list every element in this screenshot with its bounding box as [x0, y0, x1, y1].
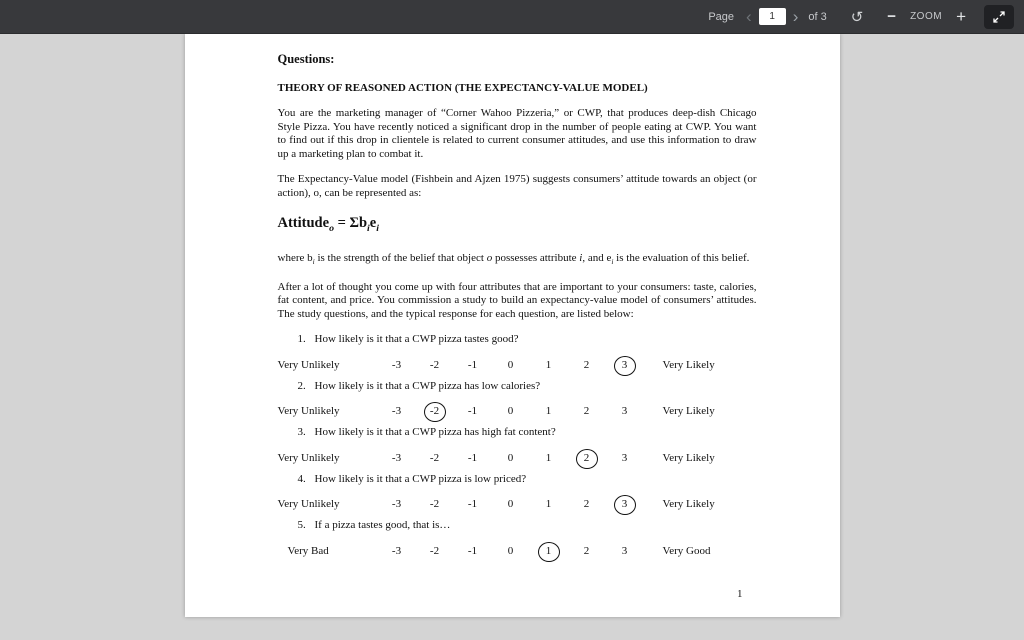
question-item [278, 519, 757, 562]
scale-left-label: Very Unlikely [277, 405, 340, 418]
scale-value: -2 [416, 405, 454, 419]
where-part: i [611, 257, 614, 267]
question-text: How likely is it that a CWP pizza has low calories? [314, 379, 541, 392]
scale-left-label: Very Unlikely [277, 498, 340, 511]
document-page-number: 1 [737, 587, 743, 600]
scale-right-label: Very Likely [662, 498, 715, 511]
scale-left-label: Very Unlikely [277, 451, 340, 464]
scale-value: 0 [507, 544, 514, 557]
question-line [278, 380, 757, 394]
scale-right-label: Very Likely [662, 451, 715, 464]
scale-value: 3 [606, 498, 644, 512]
next-page-button[interactable]: › [792, 7, 799, 26]
scale-value: 1 [545, 498, 552, 511]
question-line [278, 426, 757, 440]
scale-value: 1 [545, 405, 552, 418]
likert-scale-row [278, 402, 757, 422]
scale-value: 3 [621, 405, 628, 418]
question-number: 1. [297, 333, 306, 346]
scale-value: 2 [583, 498, 590, 511]
question-text: How likely is it that a CWP pizza is low priced? [314, 472, 527, 485]
scale-value: -1 [467, 544, 478, 557]
intro-paragraph: You are the marketing manager of “Corner Wahoo Pizzeria,” or CWP, that produces deep-dish Chicago Style Pizza. You have recently noticed a significant drop in the number of people eating at CWP. You want to find out if this drop in clientele is related to current consumer attitudes, and use this information to draw up a marketing plan to combat it. [277, 107, 757, 160]
questions-heading: Questions: [277, 52, 335, 66]
scale-value: -3 [391, 544, 402, 557]
question-text: How likely is it that a CWP pizza has high fat content? [314, 426, 556, 439]
expand-arrows-icon [993, 11, 1005, 23]
previous-page-button[interactable]: ‹ [746, 7, 752, 26]
page-label: Page [708, 10, 735, 23]
formula-part: Attitude [277, 215, 330, 231]
scale-value: 3 [621, 544, 628, 557]
likert-scale-row [278, 542, 757, 562]
formula-part: e [369, 215, 377, 231]
likert-scale-row [278, 356, 757, 376]
question-item [278, 426, 757, 469]
question-line [278, 473, 757, 487]
scale-right-label: Very Likely [662, 358, 715, 371]
question-item [278, 473, 757, 516]
document-page [185, 34, 840, 617]
question-line [278, 333, 757, 347]
scale-value: 0 [507, 498, 514, 511]
formula-part: o [329, 222, 334, 234]
where-part: i [579, 251, 583, 264]
where-part: is the strength of the belief that object [314, 251, 487, 264]
scale-value: -3 [391, 405, 402, 418]
question-item [278, 380, 757, 423]
scale-value: -1 [467, 405, 478, 418]
document-title: THEORY OF REASONED ACTION (THE EXPECTANCY-VALUE MODEL) [277, 81, 648, 94]
belief-definition-line [278, 252, 757, 269]
scale-value: 0 [507, 405, 514, 418]
scale-value: 0 [507, 451, 514, 464]
pdf-viewer-toolbar [0, 0, 1024, 34]
question-number: 3. [297, 426, 306, 439]
formula-part: i [376, 222, 379, 234]
attitude-formula [278, 214, 757, 238]
zoom-out-button[interactable]: − [887, 8, 897, 25]
scale-value: 1 [545, 358, 552, 371]
scale-value: -3 [391, 498, 402, 511]
scale-value: -2 [429, 358, 440, 371]
question-text: How likely is it that a CWP pizza tastes good? [314, 333, 519, 346]
scale-value: 3 [621, 451, 628, 464]
formula-part: i [367, 222, 370, 234]
scale-value: 1 [530, 545, 568, 559]
scale-value: -2 [429, 498, 440, 511]
scale-value: -3 [391, 358, 402, 371]
toolbar-controls [708, 5, 1024, 29]
scale-value: 1 [545, 451, 552, 464]
scale-left-label: Very Unlikely [277, 358, 340, 371]
scale-value: -2 [429, 544, 440, 557]
scale-value: 2 [583, 358, 590, 371]
scale-value: 2 [583, 405, 590, 418]
question-item [278, 333, 757, 376]
scale-right-label: Very Likely [662, 405, 715, 418]
scale-left-label: Very Bad [287, 544, 329, 557]
zoom-label: ZOOM [910, 11, 943, 22]
where-part: is the evaluation of this belief. [613, 251, 750, 264]
where-part: possesses attribute [492, 251, 580, 264]
question-number: 2. [297, 379, 306, 392]
scale-value: -1 [467, 358, 478, 371]
where-part: o [486, 251, 493, 264]
where-part: , and e [582, 251, 612, 264]
question-number: 5. [297, 519, 306, 532]
scale-value: -1 [467, 498, 478, 511]
fullscreen-button[interactable] [984, 5, 1014, 29]
question-line [278, 519, 757, 533]
scale-value: 3 [606, 359, 644, 373]
scale-value: -2 [429, 451, 440, 464]
scale-value: 0 [507, 358, 514, 371]
scale-value: 2 [568, 452, 606, 466]
rotate-icon[interactable]: ↺ [850, 8, 864, 26]
page-number-input[interactable] [759, 8, 786, 25]
where-part: i [312, 257, 315, 267]
page-count-label: of 3 [808, 10, 827, 23]
question-text: If a pizza tastes good, that is… [314, 519, 451, 532]
likert-scale-row [278, 495, 757, 515]
scale-value: -1 [467, 451, 478, 464]
scale-right-label: Very Good [662, 544, 711, 557]
document-viewport [0, 34, 1024, 640]
model-paragraph: The Expectancy-Value model (Fishbein and Ajzen 1975) suggests consumers’ attitude towards an object (or action), o, can be represented as: [277, 173, 757, 199]
where-part: where b [277, 251, 313, 264]
question-list [278, 333, 757, 562]
attributes-paragraph: After a lot of thought you come up with four attributes that are important to your consumers: taste, calories, fat content, and price. You commission a study to build an expectancy-value model of consumers’ attitudes. The study questions, and the typical response for each question, are listed below: [277, 280, 757, 320]
scale-value: 2 [583, 544, 590, 557]
likert-scale-row [278, 449, 757, 469]
formula-part: = Σb [333, 215, 368, 231]
scale-value: -3 [391, 451, 402, 464]
question-number: 4. [297, 472, 306, 485]
zoom-in-button[interactable]: + [956, 6, 966, 26]
